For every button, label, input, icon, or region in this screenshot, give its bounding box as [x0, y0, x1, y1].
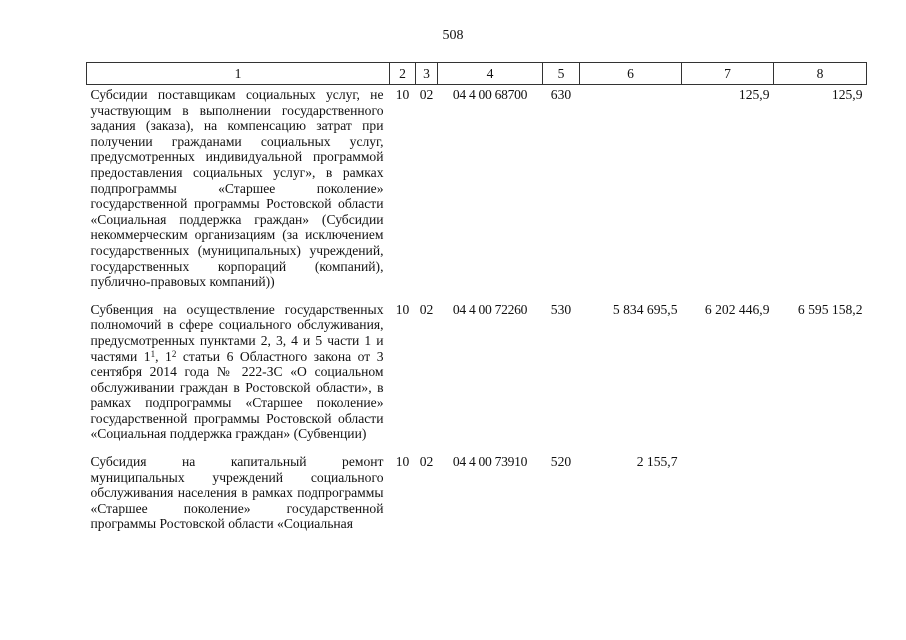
row-year1-amount: 2 155,7: [636, 454, 678, 470]
row-description: Субсидия на капитальный ремонт муниципальных учреждений социального обслуживания населения в рамках подпрограммы «Старшее поколение» государственной программы Ростовской области «Социальная: [90, 454, 384, 532]
row-section: 10: [395, 87, 410, 102]
row-year1-amount: [580, 85, 682, 300]
column-header-1: 1: [87, 63, 390, 85]
column-header-5: 5: [543, 63, 580, 85]
row-expense-type: 630: [550, 87, 572, 102]
row-year3-amount: 125,9: [831, 87, 863, 102]
row-year3-amount: 6 595 158,2: [797, 301, 863, 317]
row-expense-type: 520: [550, 454, 572, 470]
column-header-3: 3: [416, 63, 438, 85]
row-year2-amount: 125,9: [738, 87, 770, 102]
row-target-article: 04 4 00 73910: [452, 454, 528, 470]
row-subsection: 02: [419, 301, 434, 317]
column-header-7: 7: [682, 63, 774, 85]
row-year3-amount: [774, 452, 867, 542]
row-section: 10: [395, 301, 410, 317]
row-year1-amount: 5 834 695,5: [612, 301, 678, 317]
row-target-article: 04 4 00 68700: [452, 87, 528, 102]
page-number: 508: [442, 28, 464, 43]
row-subsection: 02: [419, 454, 434, 470]
row-target-article: 04 4 00 72260: [452, 301, 528, 317]
row-description: [87, 300, 390, 452]
column-header-8: 8: [774, 63, 867, 85]
row-section: 10: [395, 454, 410, 470]
description-part: Субвенция на осуществление государственных полномочий в сфере социального обслуживания, предусмотренных пунктами 2, 3, 4 и 5 части 1 и частями 1: [90, 301, 384, 364]
column-header-4: 4: [438, 63, 543, 85]
header-row: [87, 63, 867, 85]
superscript: 1: [150, 348, 156, 359]
column-header-2: 2: [390, 63, 416, 85]
row-year2-amount: [682, 452, 774, 542]
description-part: , 1: [155, 348, 172, 364]
row-expense-type: 530: [550, 301, 572, 317]
table-row: [87, 452, 867, 542]
description-part: статьи 6 Областного закона от 3 сентября 2014 года № 222-ЗС «О социальном обслуживании граждан в Ростовской области», в рамках подпрограммы «Старшее поколение» государственной программы Ростовской области «Социальная поддержка граждан» (Субвенции): [90, 348, 384, 442]
table-row: [87, 85, 867, 300]
budget-table: [86, 62, 867, 542]
row-description: Субсидии поставщикам социальных услуг, не участвующим в выполнении государственного задания (заказа), на компенсацию затрат при получении гражданами социальных услуг, предусмотренных индивидуальной программой предоставления социальных услуг», в рамках подпрограммы «Старшее поколение» государственной программы Ростовской области «Социальная поддержка граждан» (Субсидии некоммерческим организациям (за исключением государственных (муниципальных) учреждений, государственных корпораций (компаний), публично-правовых компаний)): [90, 87, 384, 290]
superscript: 2: [171, 348, 177, 359]
row-subsection: 02: [419, 87, 434, 102]
column-header-6: 6: [580, 63, 682, 85]
table-row: [87, 300, 867, 452]
row-year2-amount: 6 202 446,9: [704, 301, 770, 317]
